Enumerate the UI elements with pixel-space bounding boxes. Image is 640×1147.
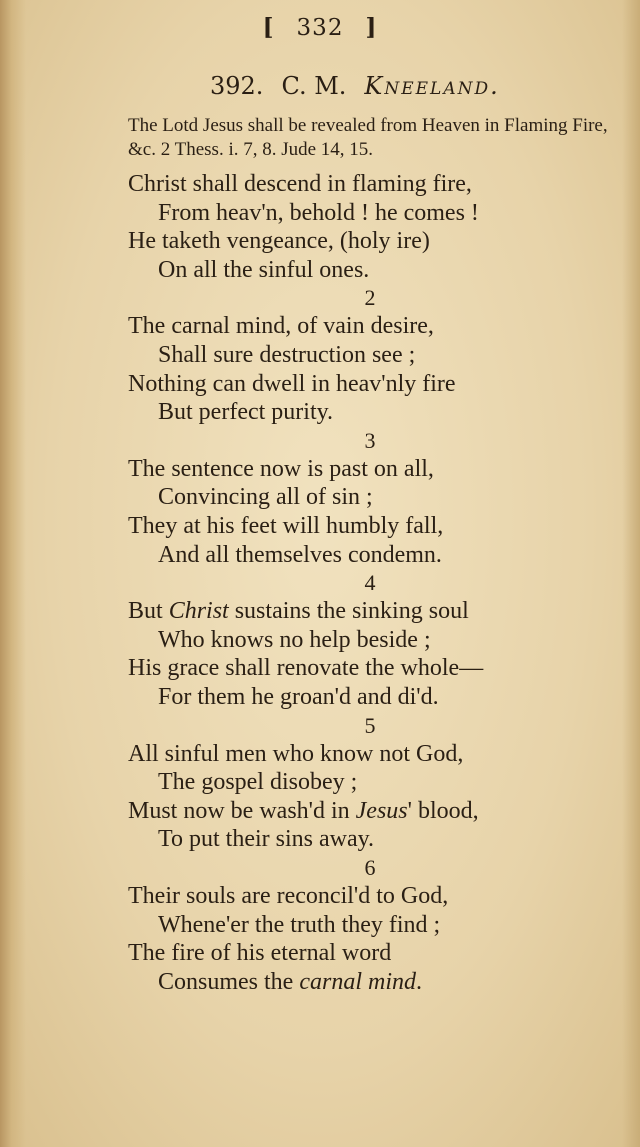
hymn-heading	[210, 72, 518, 100]
bracket-open: [	[262, 14, 275, 41]
verse-line: He taketh vengeance, (holy ire)	[128, 228, 430, 255]
verse-line: The gospel disobey ;	[158, 769, 358, 796]
verse-line: Christ shall descend in flaming fire,	[128, 171, 472, 197]
verse-line: For them he groan'd and di'd.	[158, 684, 439, 710]
verse-text: sustains the sinking soul	[228, 598, 469, 625]
verse-line: Their souls are reconcil'd to God,	[128, 883, 449, 909]
hymn-tune: Kneeland.	[364, 72, 500, 100]
verse-line: But perfect purity.	[158, 399, 334, 426]
verse-text: But	[128, 598, 169, 625]
page-number-value: 332	[296, 15, 344, 41]
hymn-meter: C. M.	[281, 72, 347, 100]
verse-line: And all themselves condemn.	[158, 541, 442, 568]
stanza-number: 4	[364, 570, 376, 596]
verse-line: Nothing can dwell in heav'nly fire	[128, 370, 456, 397]
verse-line: Shall sure destruction see ;	[158, 342, 416, 368]
verse-italic-text: carnal mind	[299, 968, 416, 995]
scripture-reference: The Lotd Jesus shall be revealed from Heaven in Flaming Fire, &c. 2 Thess. i. 7, 8. Jude 14, 15.	[128, 115, 608, 160]
verse-line: Whene'er the truth they find ;	[158, 911, 441, 938]
stanza-number: 3	[364, 427, 376, 453]
verse-text: ' blood,	[407, 797, 479, 824]
verse-text: Must now be wash'd in	[128, 797, 356, 824]
page-number	[0, 14, 640, 41]
verse-line: The sentence now is past on all,	[128, 455, 434, 482]
verse-text: .	[416, 968, 422, 995]
verse-line: The carnal mind, of vain desire,	[128, 313, 434, 340]
verse-line	[128, 597, 469, 625]
verse-line	[158, 968, 422, 996]
verse-line: To put their sins away.	[158, 826, 375, 853]
verse-line: The fire of his eternal word	[128, 940, 392, 967]
verse-line	[128, 797, 479, 825]
verse-line: On all the sinful ones.	[158, 256, 370, 283]
verse-line: His grace shall renovate the whole—	[128, 655, 484, 682]
stanza-number: 5	[364, 712, 376, 738]
verse-text: Consumes the	[158, 968, 300, 995]
bracket-close: ]	[365, 14, 378, 41]
hymn-number: 392.	[210, 72, 264, 100]
verse-italic-text: Jesus	[355, 797, 408, 824]
verse-line: Convincing all of sin ;	[158, 484, 373, 511]
stanza-number: 2	[364, 285, 376, 311]
verse-line: All sinful men who know not God,	[128, 740, 464, 767]
verse-line: They at his feet will humbly fall,	[128, 513, 444, 539]
verse-line: From heav'n, behold ! he comes !	[158, 199, 479, 226]
verse-italic-text: Christ	[168, 598, 229, 625]
verse-line: Who knows no help beside ;	[158, 626, 431, 653]
stanza-number: 6	[364, 855, 376, 880]
